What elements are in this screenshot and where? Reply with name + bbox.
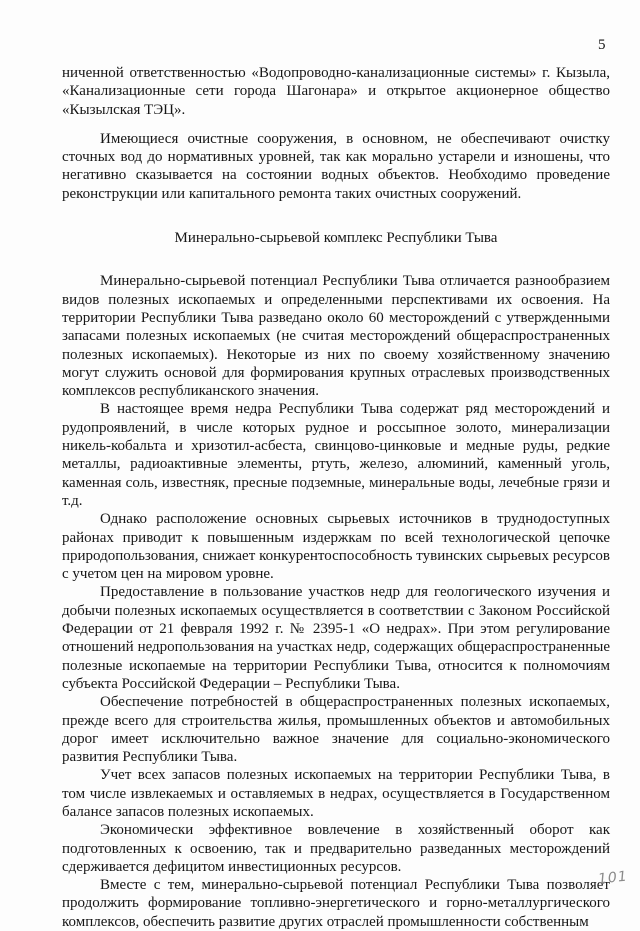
paragraph: Экономически эффективное вовлечение в хозяйственный оборот как подготовленных к освоению, так и предварительно разведанных месторождений сдерживается дефицитом инвестиционных ресурсов.	[62, 822, 610, 875]
paragraph: Обеспечение потребностей в общераспространенных полезных ископаемых, прежде всего для строительства жилья, промышленных объектов и автомобильных дорог имеет исключительно важное значение для социально-экономического развития Республики Тыва.	[62, 694, 610, 766]
paragraph: Имеющиеся очистные сооружения, в основном, не обеспечивают очистку сточных вод до нормативных уровней, так как морально устарели и изношены, что негативно сказывается на состоянии водных объектов. Необходимо проведение реконструкции или капитального ремонта таких очистных сооружений.	[62, 130, 610, 202]
paragraph: Вместе с тем, минерально-сырьевой потенциал Республики Тыва позволяет продолжить формирование топливно-энергетического и горно-металлургического комплексов, обеспечить развитие других отраслей промышленности собственным	[62, 877, 610, 930]
page-number: 5	[598, 37, 606, 53]
paragraph: Предоставление в пользование участков недр для геологического изучения и добычи полезных ископаемых осуществляется в соответствии с Законом Российской Федерации от 21 февраля 1992 г. № 2395-1 «О недрах». При этом регулирование отношений недропользования на участках недр, содержащих общераспространенные полезные ископаемые на территории Республики Тыва, относится к полномочиям субъекта Российской Федерации – Республики Тыва.	[62, 584, 610, 692]
paragraph: В настоящее время недра Республики Тыва содержат ряд месторождений и рудопроявлений, в числе которых рудное и россыпное золото, минерализации никель-кобальта и хризотил-асбеста, свинцово-цинковые и медные руды, редкие металлы, радиоактивные элементы, ртуть, железо, алюминий, каменный уголь, каменная соль, известняк, пресные подземные, минеральные воды, лечебные грязи и т.д.	[62, 401, 610, 509]
paragraph: Минерально-сырьевой потенциал Республики Тыва отличается разнообразием видов полезных ископаемых и определенными перспективами их освоения. На территории Республики Тыва разведано около 60 месторождений с утвержденными запасами полезных ископаемых (не считая месторождений общераспространенных полезных ископаемых). Некоторые из них по своему хозяйственному значению могут служить основой для формирования крупных отраслевых производственных комплексов республиканского значения.	[62, 273, 610, 400]
paragraph: Однако расположение основных сырьевых источников в труднодоступных районах приводит к повышенным издержкам по всей технологической цепочке природопользования, снижает конкурентоспособность тувинских сырьевых ресурсов с учетом цен на мировом уровне.	[62, 511, 610, 583]
paragraph: ниченной ответственностью «Водопроводно-канализационные системы» г. Кызыла, «Канализационные сети города Шагонара» и открытое акционерное общество «Кызылская ТЭЦ».	[62, 65, 610, 118]
paragraph: Учет всех запасов полезных ископаемых на территории Республики Тыва, в том числе извлекаемых и оставляемых в недрах, осуществляется в Государственном балансе запасов полезных ископаемых.	[62, 767, 610, 820]
handwritten-page-mark: 101	[597, 868, 629, 888]
document-body	[62, 64, 610, 931]
section-heading: Минерально-сырьевой комплекс Республики Тыва	[174, 230, 498, 247]
